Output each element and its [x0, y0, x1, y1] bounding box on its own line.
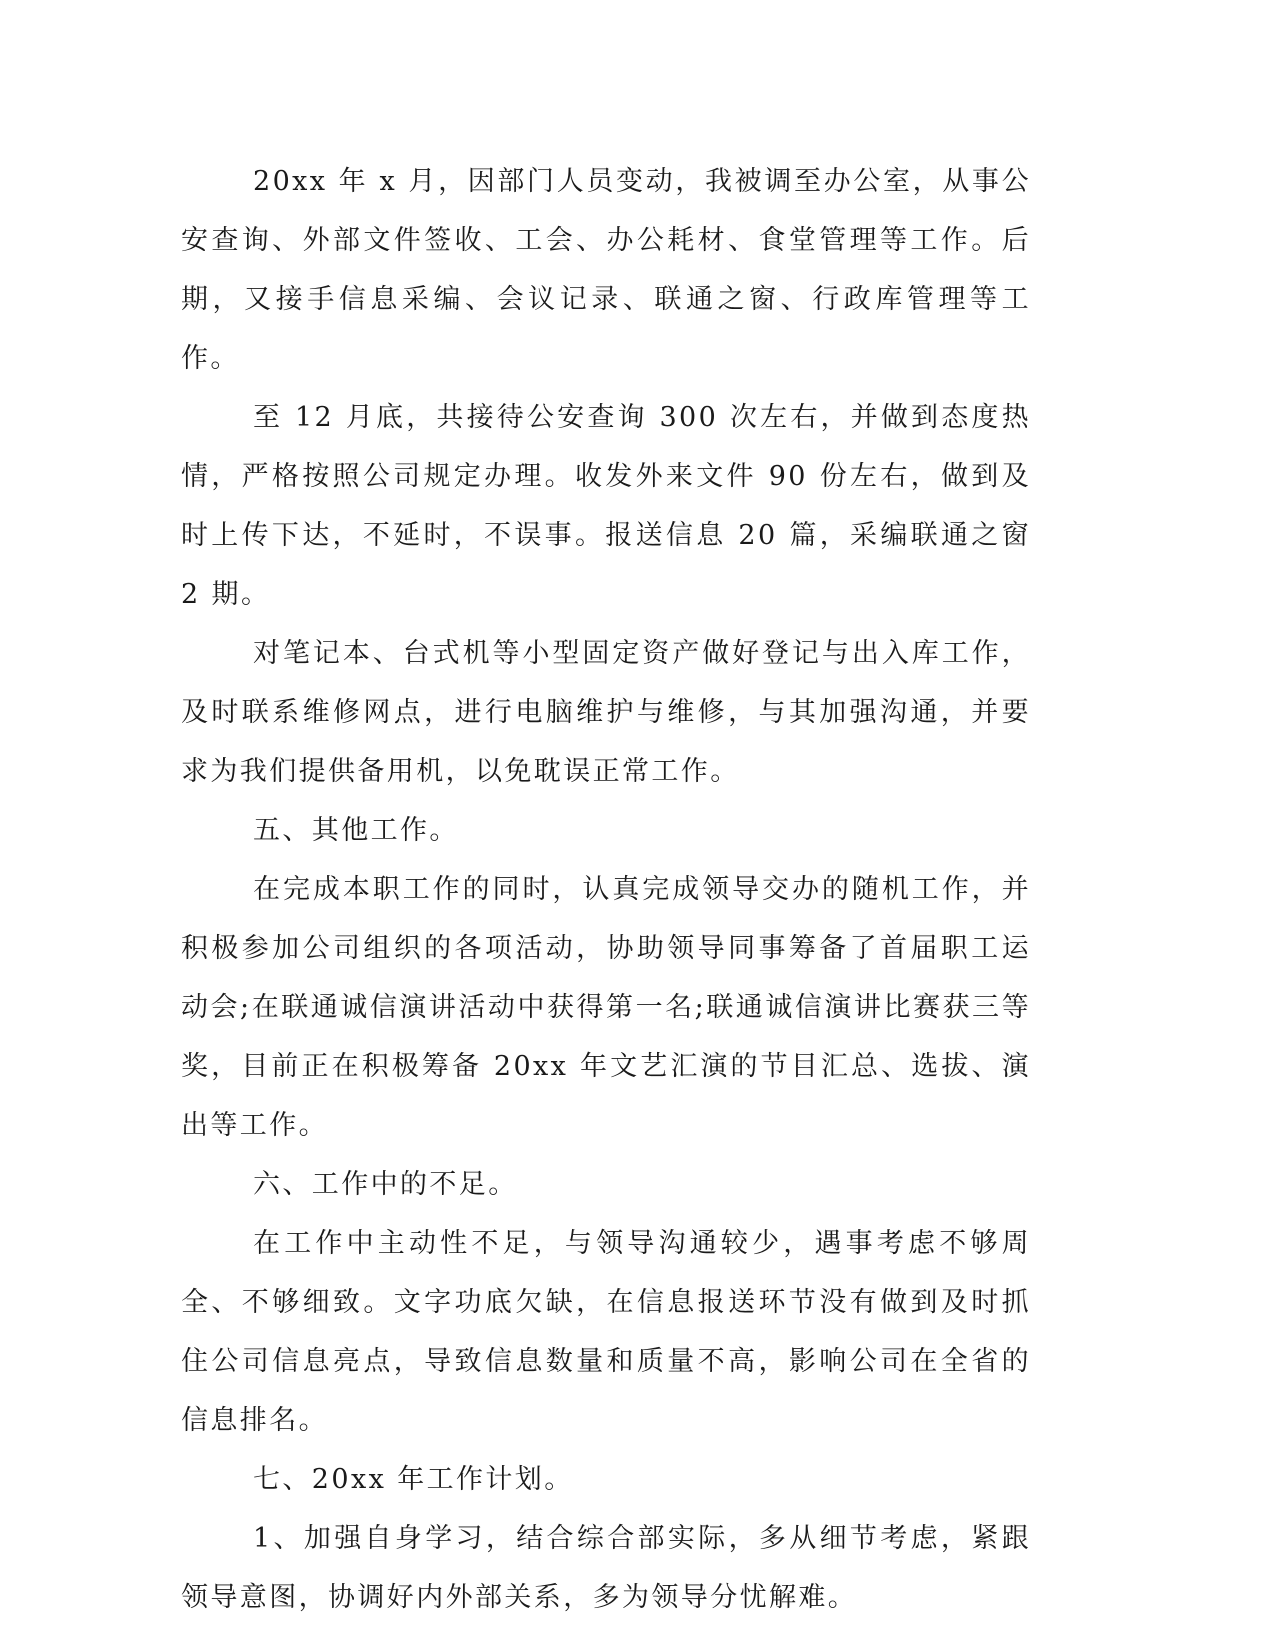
paragraph-plan-item-1: 1、加强自身学习，结合综合部实际，多从细节考虑，紧跟领导意图，协调好内外部关系，多为领导分忧解难。: [181, 1523, 1031, 1613]
paragraph-asset-management: 对笔记本、台式机等小型固定资产做好登记与出入库工作，及时联系维修网点，进行电脑维护与维修，与其加强沟通，并要求为我们提供备用机，以免耽误正常工作。: [181, 638, 1031, 787]
document-body: [181, 152, 1031, 1627]
paragraph-other-work: 在完成本职工作的同时，认真完成领导交办的随机工作，并积极参加公司组织的各项活动，协助领导同事筹备了首届职工运动会;在联通诚信演讲活动中获得第一名;联通诚信演讲比赛获三等奖，目前正在积极筹备 20xx 年文艺汇演的节目汇总、选拔、演出等工作。: [181, 874, 1031, 1141]
paragraph-police-inquiry-stats: 至 12 月底，共接待公安查询 300 次左右，并做到态度热情，严格按照公司规定办理。收发外来文件 90 份左右，做到及时上传下达，不延时，不误事。报送信息 20 篇，采编联通之窗 2 期。: [181, 402, 1031, 610]
paragraph-shortcomings: 在工作中主动性不足，与领导沟通较少，遇事考虑不够周全、不够细致。文字功底欠缺，在信息报送环节没有做到及时抓住公司信息亮点，导致信息数量和质量不高，影响公司在全省的信息排名。: [181, 1228, 1031, 1436]
section-heading-other-work: 五、其他工作。: [253, 815, 459, 846]
section-heading-shortcomings: 六、工作中的不足。: [253, 1169, 518, 1200]
paragraph-work-assignment: 20xx 年 x 月，因部门人员变动，我被调至办公室，从事公安查询、外部文件签收、工会、办公耗材、食堂管理等工作。后期，又接手信息采编、会议记录、联通之窗、行政库管理等工作。: [181, 166, 1031, 374]
section-heading-work-plan: 七、20xx 年工作计划。: [253, 1464, 574, 1495]
